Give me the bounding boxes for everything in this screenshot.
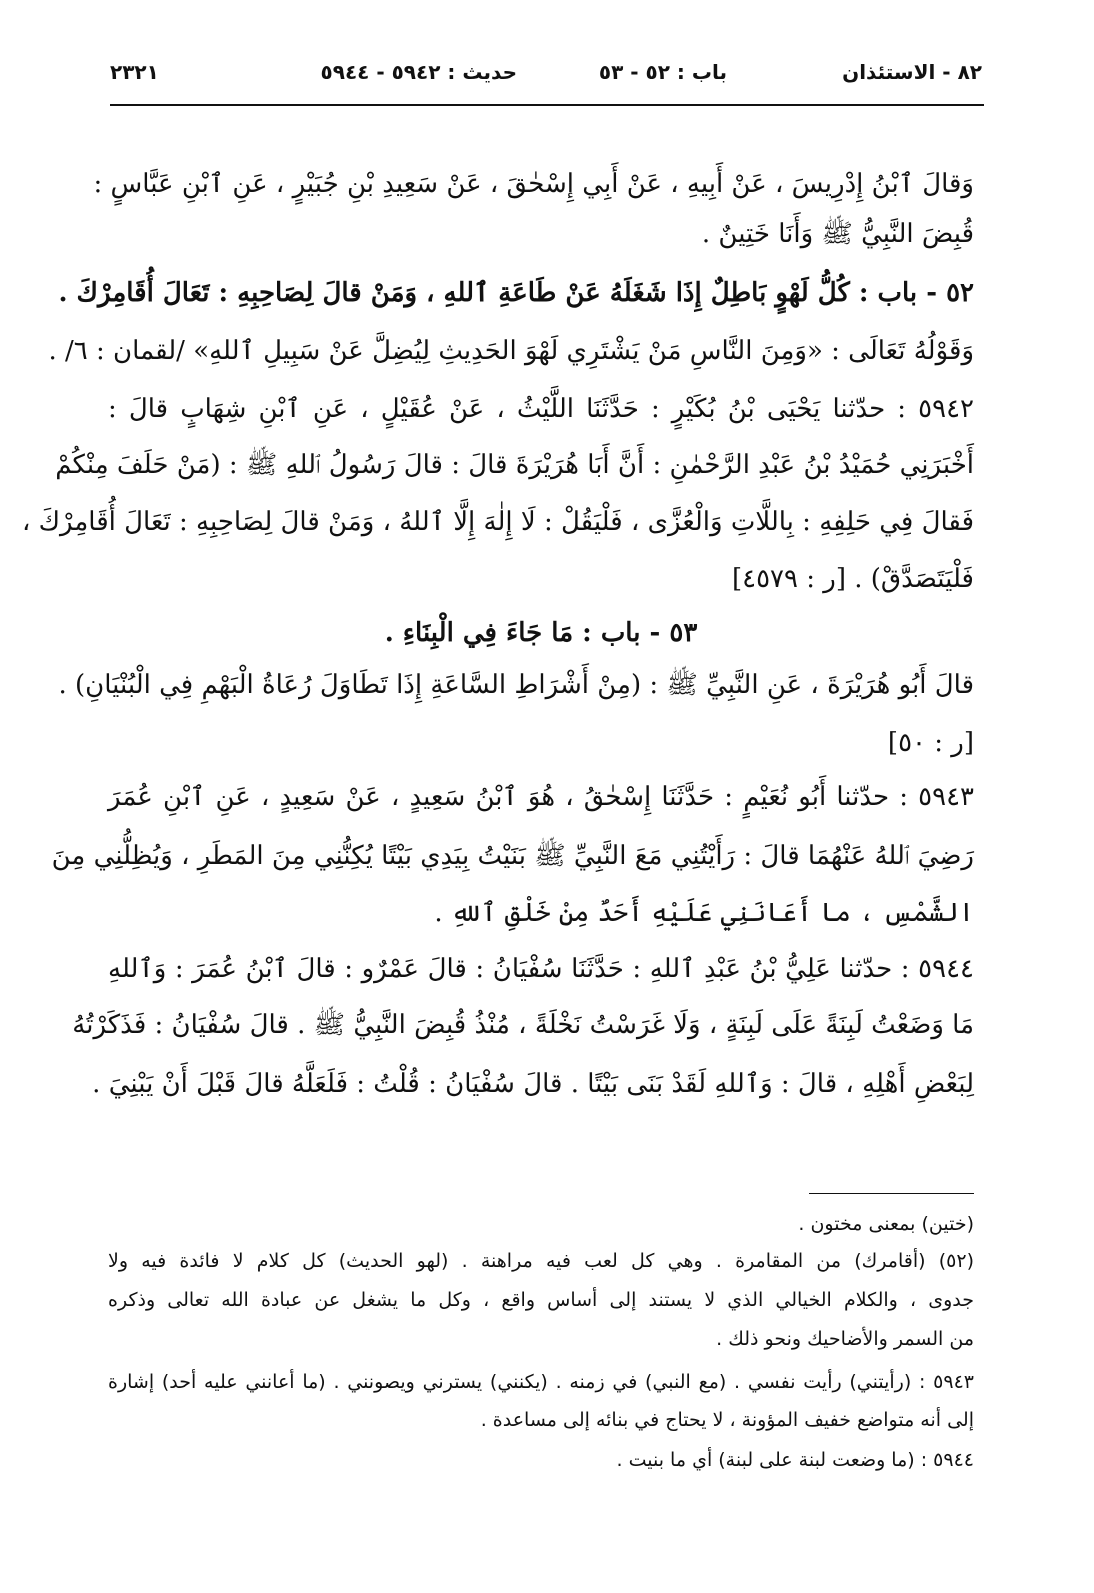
text-line: وَقَوْلُهُ تَعَالَى : «وَمِنَ النَّاسِ مَنْ يَشْتَرِي لَهْوَ الحَدِيثِ لِيُضِلَّ عَنْ سَبِيلِ ٱللهِ» /لقمان : ٦/ . (48, 336, 974, 366)
hadith-text-line: فَلْيَتَصَدَّقْ) . [ر : ٤٥٧٩] (731, 564, 974, 594)
footnote-line: (٥٢) (أقامرك) من المقامرة . وهي كل لعب فيه مراهنة . (لهو الحديث) كل كلام لا فائدة فيه ولا (108, 1250, 974, 1272)
hadith-text-line: فَقالَ فِي حَلِفِهِ : بِاللَّاتِ وَالْعُزَّى ، فَلْيَقُلْ : لَا إِلٰهَ إِلَّا ٱللهُ ، وَمَنْ قالَ لِصَاحِبِهِ : تَعَالَ أُقَامِرْكَ ، (21, 507, 974, 537)
page-number: ٢٣٢١ (110, 60, 159, 84)
chapter-heading: ٥٢ - باب : كُلُّ لَهْوٍ بَاطِلٌ إِذَا شَغَلَهُ عَنْ طَاعَةِ ٱللهِ ، وَمَنْ قالَ لِصَاحِبِهِ : تَعَالَ أُقَامِرْكَ . (58, 278, 974, 308)
hadith-text-line: ٥٩٤٢ : حدّثنا يَحْيَى بْنُ بُكَيْرٍ : حَدَّثَنَا اللَّيْثُ ، عَنْ عُقَيْلٍ ، عَنِ ٱبْنِ شِهَابٍ قالَ : (108, 394, 974, 424)
chapter-heading: ٥٣ - باب : مَا جَاءَ فِي الْبِنَاءِ . (384, 618, 698, 648)
hadith-text-line: مَا وَضَعْتُ لَبِنَةً عَلَى لَبِنَةٍ ، وَلَا غَرَسْتُ نَخْلَةً ، مُنْذُ قُبِضَ النَّبِيُّ ﷺ . قالَ سُفْيَانُ : فَذَكَرْتُهُ (72, 1010, 974, 1040)
footnote-line: ٥٩٤٤ : (ما وضعت لبنة على لبنة) أي ما بنيت . (616, 1449, 974, 1471)
footnote-line: (ختين) بمعنى مختون . (798, 1213, 974, 1235)
cross-reference: [ر : ٥٠] (887, 728, 974, 758)
footnote-line: جدوى ، والكلام الخيالي الذي لا يستند إلى أساس واقع ، وكل ما يشغل عن عبادة الله تعالى وذكره (108, 1289, 974, 1311)
header-chapter-range: باب : ٥٢ - ٥٣ (598, 60, 727, 84)
text-line: وَقالَ ٱبْنُ إِدْرِيسَ ، عَنْ أَبِيهِ ، عَنْ أَبِي إِسْحٰقَ ، عَنْ سَعِيدِ بْنِ جُبَيْرٍ ، عَنِ ٱبْنِ عَبَّاسٍ : (93, 169, 974, 199)
hadith-text-line: رَضِيَ ٱللهُ عَنْهُمَا قالَ : رَأَيْتُنِي مَعَ النَّبِيِّ ﷺ بَنَيْتُ بِيَدِي بَيْتًا يُكِنُّنِي مِنَ المَطَرِ ، وَيُظِلُّنِي مِنَ (51, 841, 974, 871)
footnote-line: ٥٩٤٣ : (رأيتني) رأيت نفسي . (مع النبي) في زمنه . (يكنني) يسترني ويصونني . (ما أعانني عليه أحد) إشارة (108, 1371, 974, 1393)
running-header (110, 56, 982, 90)
footnote-line: من السمر والأضاحيك ونحو ذلك . (716, 1328, 974, 1350)
footnote-line: إلى أنه متواضع خفيف المؤونة ، لا يحتاج في بنائه إلى مساعدة . (480, 1409, 974, 1431)
hadith-text-line: لِبَعْضِ أَهْلِهِ ، قالَ : وَٱللهِ لَقَدْ بَنَى بَيْتًا . قالَ سُفْيَانُ : قُلْتُ : فَلَعَلَّهُ قالَ قَبْلَ أَنْ يَبْنِيَ . (92, 1069, 974, 1099)
text-line: قالَ أَبُو هُرَيْرَةَ ، عَنِ النَّبِيِّ ﷺ : (مِنْ أَشْرَاطِ السَّاعَةِ إِذَا تَطَاوَلَ رُعَاةُ الْبَهْمِ فِي الْبُنْيَانِ) . (58, 670, 974, 700)
hadith-text-line: أَخْبَرَنِي حُمَيْدُ بْنُ عَبْدِ الرَّحْمٰنِ : أَنَّ أَبَا هُرَيْرَةَ قالَ : قالَ رَسُولُ ٱللهِ ﷺ : (مَنْ حَلَفَ مِنْكُمْ (55, 450, 974, 480)
hadith-text-line: ٥٩٤٣ : حدّثنا أَبُو نُعَيْمٍ : حَدَّثَنَا إِسْحٰقُ ، هُوَ ٱبْنُ سَعِيدٍ ، عَنْ سَعِيدٍ ، عَنِ ٱبْنِ عُمَرَ (108, 782, 974, 812)
hadith-text-line: الشَّمْسِ ، ما أَعَانَنِي عَلَيْهِ أَحَدٌ مِنْ خَلْقِ ٱللهِ . (434, 898, 974, 928)
text-line: قُبِضَ النَّبِيُّ ﷺ وَأَنَا خَتِينٌ . (701, 219, 974, 249)
header-section-title: ٨٢ - الاستئذان (842, 60, 982, 84)
header-divider (110, 104, 984, 106)
hadith-text-line: ٥٩٤٤ : حدّثنا عَلِيُّ بْنُ عَبْدِ ٱللهِ : حَدَّثَنَا سُفْيَانُ : قالَ عَمْرٌو : قالَ ٱبْنُ عُمَرَ : وَٱللهِ (108, 954, 974, 984)
footnote-divider (809, 1193, 974, 1194)
header-hadith-range: حديث : ٥٩٤٢ - ٥٩٤٤ (320, 60, 517, 84)
